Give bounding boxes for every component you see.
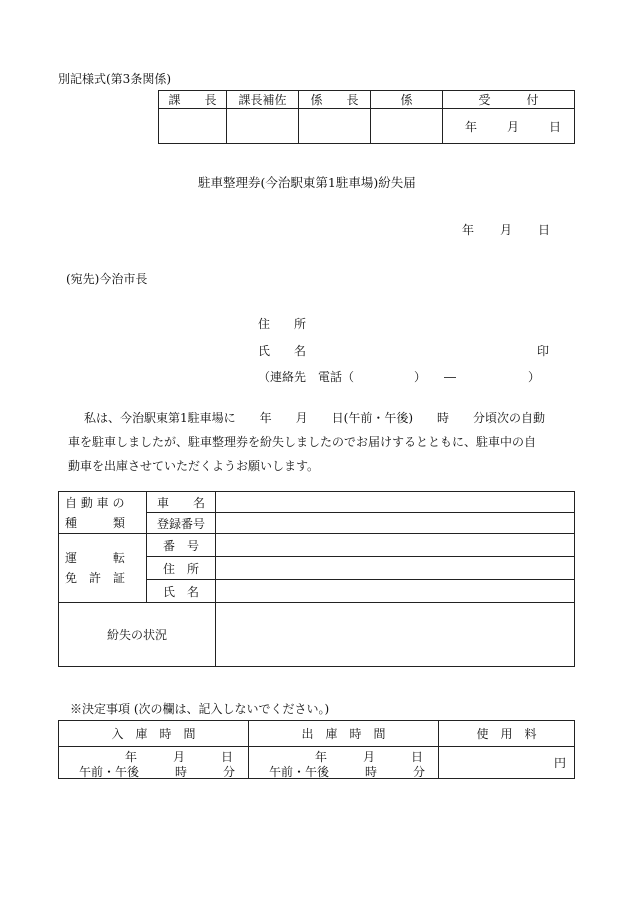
vehicle-info-table [58,491,575,667]
approval-col-section-chief: 課 長 [159,91,227,109]
seal-mark: 印 [537,344,550,358]
loss-status-field[interactable] [216,603,575,667]
registration-number-field[interactable] [216,513,575,534]
exit-time-header: 出 庫 時 間 [249,721,439,747]
reception-month: 月 [507,120,520,134]
page-title: 駐車整理券(今治駅東第1駐車場)紛失届 [198,175,416,190]
applicant-address-label: 住 所 [258,317,307,331]
fee-header: 使 用 料 [439,721,575,747]
license-address-field[interactable] [216,557,575,580]
license-name-label: 氏 名 [147,580,216,603]
car-name-label: 車 名 [147,492,216,513]
exit-date-row: 年 月 日 [315,750,424,764]
decision-note: ※決定事項 (次の欄は、記入しないでください。) [70,702,330,716]
body-line-1: 私は、今治駅東第1駐車場に 年 月 日(午前・午後) 時 分頃次の自動 [84,411,546,425]
vehicle-type-label-line1: 自 動 車 の [65,495,125,510]
approval-stamp-cell[interactable] [227,109,299,144]
license-label-line2: 免 許 証 [65,571,126,585]
license-label-line1: 運 転 [65,551,126,565]
approval-stamp-cell[interactable] [299,109,371,144]
loss-status-label: 紛失の状況 [59,603,216,667]
exit-time-row: 午前・午後 時 分 [269,765,426,779]
reception-day: 日 [549,120,562,134]
body-line-2: 車を駐車しましたが、駐車整理券を紛失しましたのでお届けするとともに、駐車中の自 [68,435,537,449]
entry-time-header: 入 庫 時 間 [59,721,249,747]
body-line-3: 動車を出庫させていただくようお願いします。 [68,459,320,473]
addressee: (宛先)今治市長 [66,272,148,286]
entry-time-cell[interactable] [59,747,249,779]
license-number-field[interactable] [216,534,575,557]
date-month: 月 [500,223,513,237]
approval-col-assistant-chief: 課長補佐 [227,91,299,109]
approval-col-reception: 受 付 [443,91,575,109]
reception-date-cell[interactable] [443,109,575,144]
vehicle-type-label [59,492,147,534]
license-name-field[interactable] [216,580,575,603]
license-label [59,534,147,603]
registration-number-label: 登録番号 [147,513,216,534]
approval-table [158,90,575,144]
fee-cell[interactable] [439,747,575,779]
license-number-label: 番 号 [147,534,216,557]
license-address-label: 住 所 [147,557,216,580]
entry-time-row: 午前・午後 時 分 [79,765,236,779]
applicant-name-label: 氏 名 [258,344,307,358]
vehicle-type-label-line2: 種 類 [65,515,126,530]
date-year: 年 [462,223,475,237]
approval-col-subsection-chief: 係 長 [299,91,371,109]
car-name-field[interactable] [216,492,575,513]
approval-stamp-cell[interactable] [159,109,227,144]
exit-time-cell[interactable] [249,747,439,779]
entry-date-row: 年 月 日 [125,750,234,764]
form-label: 別記様式(第3条関係) [58,72,171,86]
approval-stamp-cell[interactable] [371,109,443,144]
yen-unit: 円 [553,756,566,770]
approval-col-staff: 係 [371,91,443,109]
date-day: 日 [538,223,551,237]
reception-year: 年 [465,120,478,134]
applicant-contact: （連絡先 電話（ ） ― ） [258,370,541,384]
decision-table [58,720,575,779]
